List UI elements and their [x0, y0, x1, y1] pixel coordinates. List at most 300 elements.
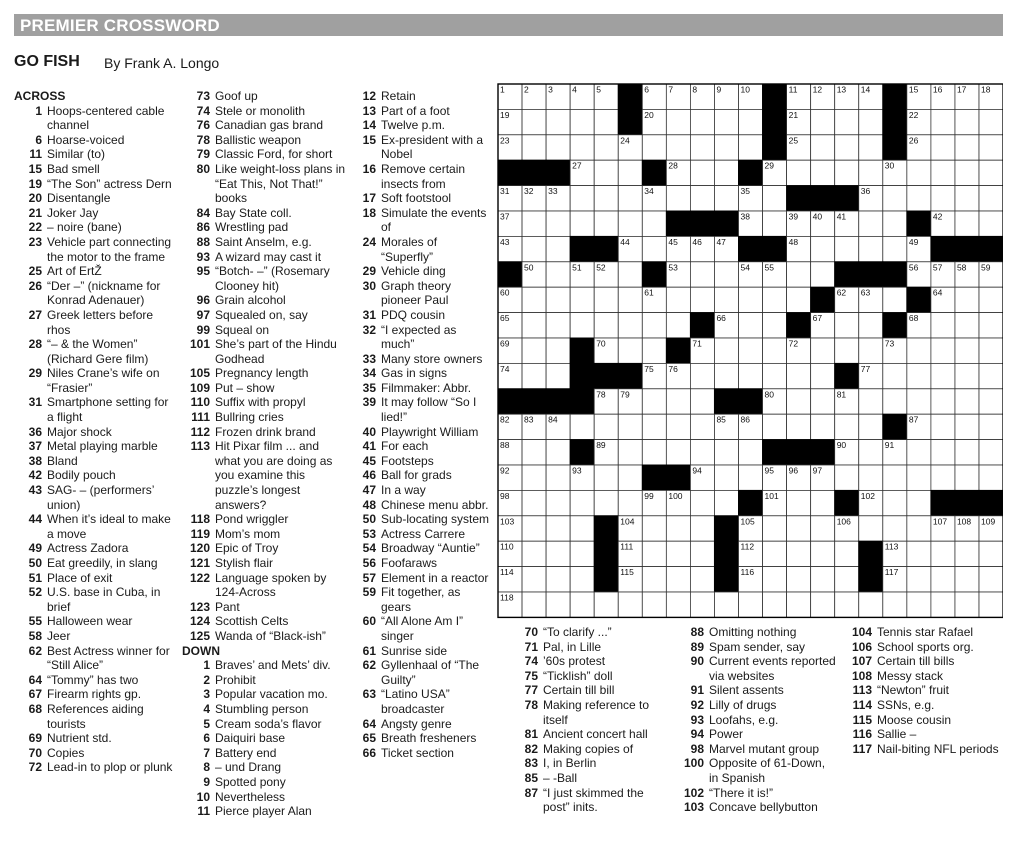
down-clue[interactable] — [676, 800, 836, 815]
grid-cell[interactable] — [883, 389, 907, 414]
grid-cell[interactable] — [763, 287, 787, 312]
across-clue[interactable] — [14, 133, 176, 148]
grid-cell[interactable] — [546, 313, 570, 338]
grid-cell[interactable] — [763, 186, 787, 211]
grid-cell[interactable] — [979, 541, 1003, 566]
across-clue[interactable] — [14, 279, 176, 308]
across-clue[interactable] — [182, 147, 346, 162]
grid-cell[interactable] — [642, 389, 666, 414]
grid-cell[interactable] — [570, 313, 594, 338]
down-clue[interactable] — [842, 640, 1002, 655]
grid-cell[interactable] — [666, 541, 690, 566]
grid-cell[interactable] — [666, 287, 690, 312]
down-clue[interactable] — [676, 640, 836, 655]
grid-cell[interactable] — [714, 160, 738, 185]
down-clue[interactable] — [350, 483, 492, 498]
grid-cell[interactable] — [811, 236, 835, 261]
down-clue[interactable] — [350, 658, 492, 687]
grid-cell[interactable] — [690, 567, 714, 592]
down-clue[interactable] — [182, 760, 346, 775]
grid-cell[interactable] — [570, 414, 594, 439]
down-clue[interactable] — [350, 614, 492, 643]
grid-cell[interactable] — [883, 363, 907, 388]
grid-cell[interactable] — [859, 465, 883, 490]
across-clue[interactable] — [182, 410, 346, 425]
grid-cell[interactable] — [907, 567, 931, 592]
down-clue[interactable] — [350, 206, 492, 235]
grid-cell[interactable] — [835, 567, 859, 592]
grid-cell[interactable] — [811, 109, 835, 134]
across-clue[interactable] — [14, 614, 176, 629]
grid-cell[interactable] — [618, 287, 642, 312]
across-clue[interactable] — [14, 162, 176, 177]
down-clue[interactable] — [350, 439, 492, 454]
grid-cell[interactable] — [714, 465, 738, 490]
grid-cell[interactable] — [835, 592, 859, 617]
grid-cell[interactable] — [883, 592, 907, 617]
down-clue[interactable] — [350, 104, 492, 119]
grid-cell[interactable] — [931, 592, 955, 617]
across-clue[interactable] — [182, 118, 346, 133]
down-clue[interactable] — [676, 698, 836, 713]
grid-cell[interactable] — [859, 440, 883, 465]
grid-cell[interactable] — [907, 186, 931, 211]
down-clue[interactable] — [842, 683, 1002, 698]
across-clue[interactable] — [14, 629, 176, 644]
grid-cell[interactable] — [522, 236, 546, 261]
grid-cell[interactable] — [642, 338, 666, 363]
grid-cell[interactable] — [907, 338, 931, 363]
grid-cell[interactable] — [955, 160, 979, 185]
grid-cell[interactable] — [955, 313, 979, 338]
grid-cell[interactable] — [666, 389, 690, 414]
down-clue[interactable] — [350, 425, 492, 440]
grid-cell[interactable] — [811, 160, 835, 185]
grid-cell[interactable] — [955, 338, 979, 363]
across-clue[interactable] — [182, 527, 346, 542]
grid-cell[interactable] — [618, 465, 642, 490]
grid-cell[interactable] — [811, 567, 835, 592]
grid-cell[interactable] — [763, 313, 787, 338]
grid-cell[interactable] — [594, 186, 618, 211]
across-clue[interactable] — [14, 687, 176, 702]
across-clue[interactable] — [182, 512, 346, 527]
across-clue[interactable] — [14, 366, 176, 395]
grid-cell[interactable] — [883, 236, 907, 261]
grid-cell[interactable] — [811, 516, 835, 541]
grid-cell[interactable] — [979, 440, 1003, 465]
across-clue[interactable] — [14, 147, 176, 162]
across-clue[interactable] — [182, 133, 346, 148]
grid-cell[interactable] — [570, 567, 594, 592]
grid-cell[interactable] — [787, 592, 811, 617]
grid-cell[interactable] — [955, 541, 979, 566]
grid-cell[interactable] — [570, 211, 594, 236]
grid-cell[interactable] — [859, 109, 883, 134]
grid-cell[interactable] — [546, 567, 570, 592]
grid-cell[interactable] — [811, 338, 835, 363]
grid-cell[interactable] — [570, 490, 594, 515]
grid-cell[interactable] — [787, 541, 811, 566]
across-clue[interactable] — [14, 235, 176, 264]
grid-cell[interactable] — [787, 262, 811, 287]
grid-cell[interactable] — [787, 490, 811, 515]
grid-cell[interactable] — [618, 414, 642, 439]
across-clue[interactable] — [14, 308, 176, 337]
down-clue[interactable] — [182, 702, 346, 717]
down-clue[interactable] — [842, 742, 1002, 757]
down-clue[interactable] — [514, 698, 669, 727]
grid-cell[interactable] — [883, 186, 907, 211]
grid-cell[interactable] — [690, 160, 714, 185]
grid-cell[interactable] — [642, 414, 666, 439]
grid-cell[interactable] — [931, 313, 955, 338]
grid-cell[interactable] — [763, 338, 787, 363]
grid-cell[interactable] — [666, 186, 690, 211]
grid-cell[interactable] — [835, 135, 859, 160]
across-clue[interactable] — [14, 541, 176, 556]
grid-cell[interactable] — [690, 287, 714, 312]
across-clue[interactable] — [182, 395, 346, 410]
grid-cell[interactable] — [955, 135, 979, 160]
grid-cell[interactable] — [979, 211, 1003, 236]
grid-cell[interactable] — [522, 440, 546, 465]
grid-cell[interactable] — [642, 313, 666, 338]
grid-cell[interactable] — [666, 567, 690, 592]
across-clue[interactable] — [182, 366, 346, 381]
grid-cell[interactable] — [883, 516, 907, 541]
grid-cell[interactable] — [811, 414, 835, 439]
grid-cell[interactable] — [907, 541, 931, 566]
grid-cell[interactable] — [618, 262, 642, 287]
grid-cell[interactable] — [739, 109, 763, 134]
grid-cell[interactable] — [522, 338, 546, 363]
grid-cell[interactable] — [859, 414, 883, 439]
down-clue[interactable] — [514, 654, 669, 669]
down-clue[interactable] — [182, 746, 346, 761]
grid-cell[interactable] — [979, 186, 1003, 211]
grid-cell[interactable] — [859, 338, 883, 363]
down-clue[interactable] — [350, 585, 492, 614]
down-clue[interactable] — [514, 756, 669, 771]
grid-cell[interactable] — [690, 262, 714, 287]
grid-cell[interactable] — [739, 465, 763, 490]
grid-cell[interactable] — [931, 465, 955, 490]
down-clue[interactable] — [514, 669, 669, 684]
across-clue[interactable] — [182, 323, 346, 338]
across-clue[interactable] — [14, 439, 176, 454]
across-clue[interactable] — [182, 308, 346, 323]
grid-cell[interactable] — [522, 490, 546, 515]
grid-cell[interactable] — [546, 338, 570, 363]
down-clue[interactable] — [350, 133, 492, 162]
down-clue[interactable] — [182, 673, 346, 688]
grid-cell[interactable] — [859, 135, 883, 160]
grid-cell[interactable] — [787, 389, 811, 414]
down-clue[interactable] — [514, 771, 669, 786]
grid-cell[interactable] — [666, 440, 690, 465]
grid-cell[interactable] — [931, 186, 955, 211]
grid-cell[interactable] — [522, 592, 546, 617]
down-clue[interactable] — [182, 790, 346, 805]
across-clue[interactable] — [14, 177, 176, 192]
down-clue[interactable] — [350, 89, 492, 104]
grid-cell[interactable] — [931, 363, 955, 388]
grid-cell[interactable] — [955, 389, 979, 414]
grid-cell[interactable] — [546, 135, 570, 160]
grid-cell[interactable] — [979, 313, 1003, 338]
grid-cell[interactable] — [883, 287, 907, 312]
grid-cell[interactable] — [618, 490, 642, 515]
grid-cell[interactable] — [859, 592, 883, 617]
grid-cell[interactable] — [763, 567, 787, 592]
across-clue[interactable] — [182, 264, 346, 293]
grid-cell[interactable] — [546, 541, 570, 566]
down-clue[interactable] — [514, 742, 669, 757]
across-clue[interactable] — [182, 629, 346, 644]
grid-cell[interactable] — [690, 440, 714, 465]
down-clue[interactable] — [514, 640, 669, 655]
grid-cell[interactable] — [955, 186, 979, 211]
down-clue[interactable] — [350, 512, 492, 527]
grid-cell[interactable] — [859, 516, 883, 541]
grid-cell[interactable] — [522, 567, 546, 592]
across-clue[interactable] — [182, 250, 346, 265]
grid-cell[interactable] — [522, 287, 546, 312]
grid-cell[interactable] — [979, 160, 1003, 185]
grid-cell[interactable] — [642, 236, 666, 261]
down-clue[interactable] — [350, 381, 492, 396]
grid-cell[interactable] — [979, 338, 1003, 363]
grid-cell[interactable] — [690, 109, 714, 134]
grid-cell[interactable] — [570, 592, 594, 617]
down-clue[interactable] — [182, 717, 346, 732]
grid-cell[interactable] — [979, 363, 1003, 388]
grid-cell[interactable] — [859, 160, 883, 185]
down-clue[interactable] — [350, 366, 492, 381]
across-clue[interactable] — [182, 381, 346, 396]
grid-cell[interactable] — [618, 160, 642, 185]
grid-cell[interactable] — [642, 567, 666, 592]
across-clue[interactable] — [182, 425, 346, 440]
grid-cell[interactable] — [931, 109, 955, 134]
grid-cell[interactable] — [546, 236, 570, 261]
grid-cell[interactable] — [907, 465, 931, 490]
across-clue[interactable] — [182, 541, 346, 556]
grid-cell[interactable] — [931, 135, 955, 160]
down-clue[interactable] — [514, 683, 669, 698]
grid-cell[interactable] — [642, 440, 666, 465]
grid-cell[interactable] — [883, 211, 907, 236]
grid-cell[interactable] — [955, 440, 979, 465]
across-clue[interactable] — [182, 235, 346, 250]
across-clue[interactable] — [182, 89, 346, 104]
down-clue[interactable] — [182, 731, 346, 746]
grid-cell[interactable] — [594, 160, 618, 185]
grid-cell[interactable] — [931, 440, 955, 465]
grid-cell[interactable] — [714, 186, 738, 211]
down-clue[interactable] — [350, 731, 492, 746]
down-clue[interactable] — [350, 395, 492, 424]
grid-cell[interactable] — [546, 490, 570, 515]
grid-cell[interactable] — [690, 541, 714, 566]
grid-cell[interactable] — [907, 592, 931, 617]
down-clue[interactable] — [676, 654, 836, 683]
grid-cell[interactable] — [883, 465, 907, 490]
grid-cell[interactable] — [594, 414, 618, 439]
grid-cell[interactable] — [787, 516, 811, 541]
grid-cell[interactable] — [979, 287, 1003, 312]
grid-cell[interactable] — [618, 211, 642, 236]
grid-cell[interactable] — [811, 135, 835, 160]
grid-cell[interactable] — [618, 440, 642, 465]
grid-cell[interactable] — [714, 287, 738, 312]
grid-cell[interactable] — [642, 135, 666, 160]
across-clue[interactable] — [14, 702, 176, 731]
down-clue[interactable] — [842, 713, 1002, 728]
grid-cell[interactable] — [690, 186, 714, 211]
across-clue[interactable] — [14, 760, 176, 775]
down-clue[interactable] — [514, 786, 669, 815]
grid-cell[interactable] — [907, 490, 931, 515]
grid-cell[interactable] — [739, 440, 763, 465]
grid-cell[interactable] — [522, 465, 546, 490]
grid-cell[interactable] — [594, 465, 618, 490]
grid-cell[interactable] — [690, 516, 714, 541]
grid-cell[interactable] — [763, 414, 787, 439]
down-clue[interactable] — [514, 625, 669, 640]
grid-cell[interactable] — [570, 109, 594, 134]
grid-cell[interactable] — [907, 516, 931, 541]
grid-cell[interactable] — [714, 338, 738, 363]
grid-cell[interactable] — [955, 211, 979, 236]
down-clue[interactable] — [842, 654, 1002, 669]
grid-cell[interactable] — [594, 313, 618, 338]
grid-cell[interactable] — [979, 109, 1003, 134]
down-clue[interactable] — [350, 644, 492, 659]
across-clue[interactable] — [182, 162, 346, 206]
grid-cell[interactable] — [546, 465, 570, 490]
grid-cell[interactable] — [739, 338, 763, 363]
grid-cell[interactable] — [811, 490, 835, 515]
grid-cell[interactable] — [618, 313, 642, 338]
grid-cell[interactable] — [690, 389, 714, 414]
grid-cell[interactable] — [570, 135, 594, 160]
across-clue[interactable] — [14, 512, 176, 541]
down-clue[interactable] — [350, 454, 492, 469]
across-clue[interactable] — [182, 220, 346, 235]
grid-cell[interactable] — [594, 109, 618, 134]
grid-cell[interactable] — [811, 262, 835, 287]
grid-cell[interactable] — [955, 414, 979, 439]
grid-cell[interactable] — [570, 186, 594, 211]
across-clue[interactable] — [182, 206, 346, 221]
across-clue[interactable] — [14, 571, 176, 586]
grid-cell[interactable] — [714, 490, 738, 515]
grid-cell[interactable] — [835, 236, 859, 261]
grid-cell[interactable] — [931, 389, 955, 414]
down-clue[interactable] — [350, 191, 492, 206]
across-clue[interactable] — [182, 337, 346, 366]
across-clue[interactable] — [14, 395, 176, 424]
grid-cell[interactable] — [618, 592, 642, 617]
grid-cell[interactable] — [955, 109, 979, 134]
grid-cell[interactable] — [835, 465, 859, 490]
grid-cell[interactable] — [522, 516, 546, 541]
grid-cell[interactable] — [955, 287, 979, 312]
grid-cell[interactable] — [666, 414, 690, 439]
grid-cell[interactable] — [739, 135, 763, 160]
across-clue[interactable] — [14, 104, 176, 133]
grid-cell[interactable] — [714, 363, 738, 388]
across-clue[interactable] — [182, 104, 346, 119]
grid-cell[interactable] — [739, 313, 763, 338]
grid-cell[interactable] — [690, 135, 714, 160]
across-clue[interactable] — [14, 337, 176, 366]
grid-cell[interactable] — [907, 160, 931, 185]
grid-cell[interactable] — [907, 440, 931, 465]
grid-cell[interactable] — [618, 338, 642, 363]
grid-cell[interactable] — [690, 414, 714, 439]
grid-cell[interactable] — [739, 592, 763, 617]
grid-cell[interactable] — [955, 592, 979, 617]
grid-cell[interactable] — [763, 211, 787, 236]
grid-cell[interactable] — [546, 287, 570, 312]
grid-cell[interactable] — [787, 414, 811, 439]
across-clue[interactable] — [182, 600, 346, 615]
grid-cell[interactable] — [859, 236, 883, 261]
grid-cell[interactable] — [931, 541, 955, 566]
down-clue[interactable] — [514, 727, 669, 742]
across-clue[interactable] — [14, 206, 176, 221]
across-clue[interactable] — [14, 673, 176, 688]
grid-cell[interactable] — [811, 389, 835, 414]
grid-cell[interactable] — [835, 313, 859, 338]
grid-cell[interactable] — [787, 287, 811, 312]
down-clue[interactable] — [842, 727, 1002, 742]
down-clue[interactable] — [842, 698, 1002, 713]
grid-cell[interactable] — [859, 313, 883, 338]
across-clue[interactable] — [182, 614, 346, 629]
down-clue[interactable] — [350, 162, 492, 191]
down-clue[interactable] — [676, 727, 836, 742]
down-clue[interactable] — [842, 625, 1002, 640]
down-clue[interactable] — [350, 279, 492, 308]
grid-cell[interactable] — [955, 465, 979, 490]
grid-cell[interactable] — [522, 135, 546, 160]
grid-cell[interactable] — [666, 135, 690, 160]
across-clue[interactable] — [182, 571, 346, 600]
grid-cell[interactable] — [642, 516, 666, 541]
grid-cell[interactable] — [690, 363, 714, 388]
grid-cell[interactable] — [835, 109, 859, 134]
grid-cell[interactable] — [955, 567, 979, 592]
grid-cell[interactable] — [763, 541, 787, 566]
grid-cell[interactable] — [931, 567, 955, 592]
down-clue[interactable] — [350, 717, 492, 732]
grid-cell[interactable] — [594, 490, 618, 515]
grid-cell[interactable] — [690, 592, 714, 617]
across-clue[interactable] — [14, 585, 176, 614]
grid-cell[interactable] — [835, 541, 859, 566]
crossword-grid[interactable] — [497, 83, 1003, 619]
down-clue[interactable] — [350, 235, 492, 264]
grid-cell[interactable] — [811, 592, 835, 617]
down-clue[interactable] — [676, 713, 836, 728]
grid-cell[interactable] — [594, 592, 618, 617]
grid-cell[interactable] — [666, 516, 690, 541]
grid-cell[interactable] — [618, 186, 642, 211]
